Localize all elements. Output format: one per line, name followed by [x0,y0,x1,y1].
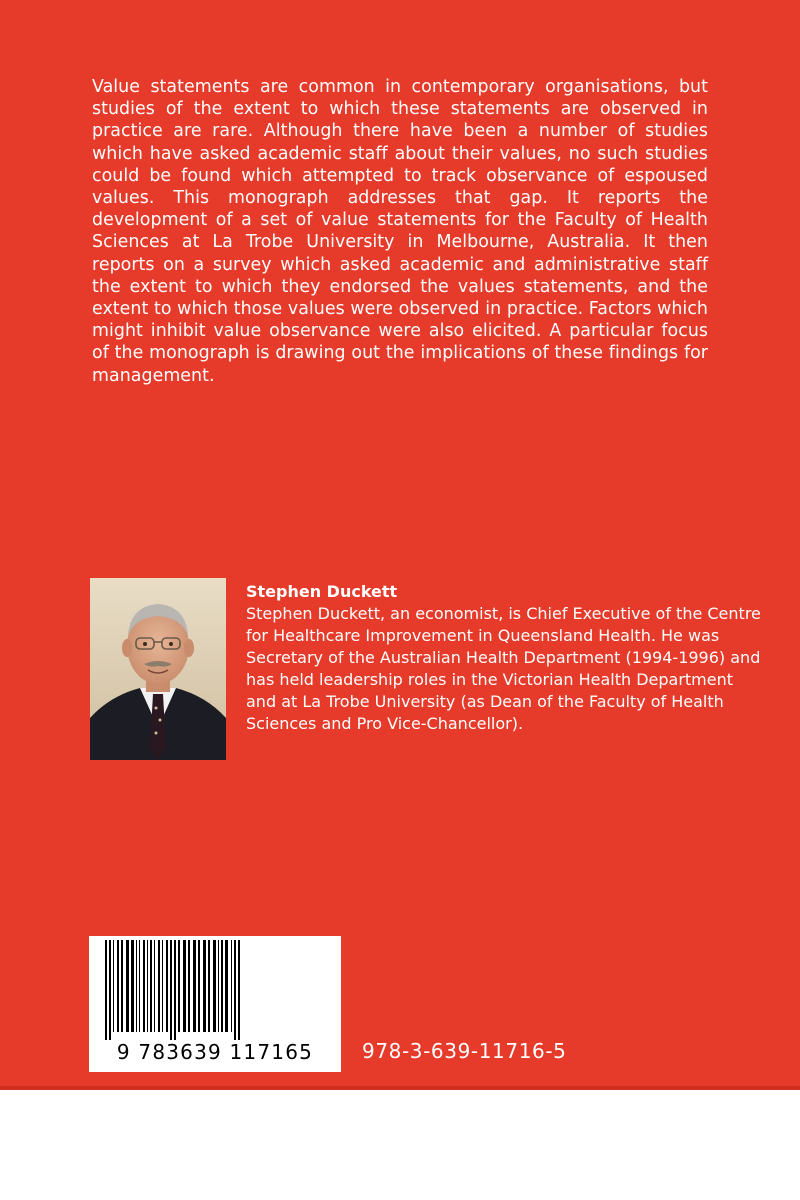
barcode-bar [218,940,219,1032]
barcode-bar [136,940,137,1032]
barcode-digits: 9 783639 117165 [116,1040,314,1064]
author-block [246,581,766,735]
barcode-bar [213,940,216,1032]
barcode-bar [121,940,123,1032]
barcode-bar [208,940,210,1032]
barcode-bar [158,940,160,1032]
author-name: Stephen Duckett [246,582,398,601]
book-description: Value statements are common in contemporary organisations, but studies of the extent to which these statements are observed in practice are rare. Although there have been a number of studies which have asked academic staff about their values, no such studies could be found which attempted to track observance of espoused values. This monograph addresses that gap. It reports the development of a set of value statements for the Faculty of Health Sciences at La Trobe University in Melbourne, Australia. It then reports on a survey which asked academic and administrative staff the extent to which they endorsed the values statements, and the extent to which those values were observed in practice. Factors which might inhibit value observance were also elicited. A particular focus of the monograph is drawing out the implications of these findings for management. [92,77,708,386]
barcode-bar [139,940,140,1032]
barcode-bar [193,940,196,1032]
barcode-bar [170,940,172,1040]
author-portrait-icon [90,578,226,760]
barcode-bar [183,940,186,1032]
barcode-bar [234,940,236,1040]
barcode-bar [225,940,228,1032]
barcode-bar [178,940,180,1032]
barcode-icon [89,936,341,1072]
barcode-bar [162,940,163,1032]
barcode-bar [174,940,176,1040]
barcode-bars [103,940,327,1040]
barcode-bar [105,940,107,1040]
barcode-bar [126,940,129,1032]
barcode-bar [113,940,114,1032]
barcode-bar [198,940,200,1032]
barcode-bar [231,940,232,1032]
barcode-bar [203,940,206,1032]
barcode-bar [143,940,145,1032]
cover-bottom-edge [0,1086,800,1090]
barcode-bar [117,940,119,1032]
barcode-bar [131,940,134,1032]
barcode-bar [109,940,111,1040]
barcode-bar [188,940,190,1032]
barcode-bar [221,940,223,1032]
author-bio: Stephen Duckett, an economist, is Chief Executive of the Centre for Healthcare Improvement in Queensland Health. He was Secretary of the Australian Health Department (1994-1996) and has held leadership roles in the Victorian Health Department and at La Trobe University (as Dean of the Faculty of Health Sciences and Pro Vice-Chancellor). [246,604,761,733]
isbn-number: 978-3-639-11716-5 [362,1039,567,1063]
barcode-bar [147,940,148,1032]
barcode-bar [166,940,168,1032]
barcode-bar [154,940,155,1032]
barcode-bar [150,940,152,1032]
barcode-bar [238,940,240,1040]
